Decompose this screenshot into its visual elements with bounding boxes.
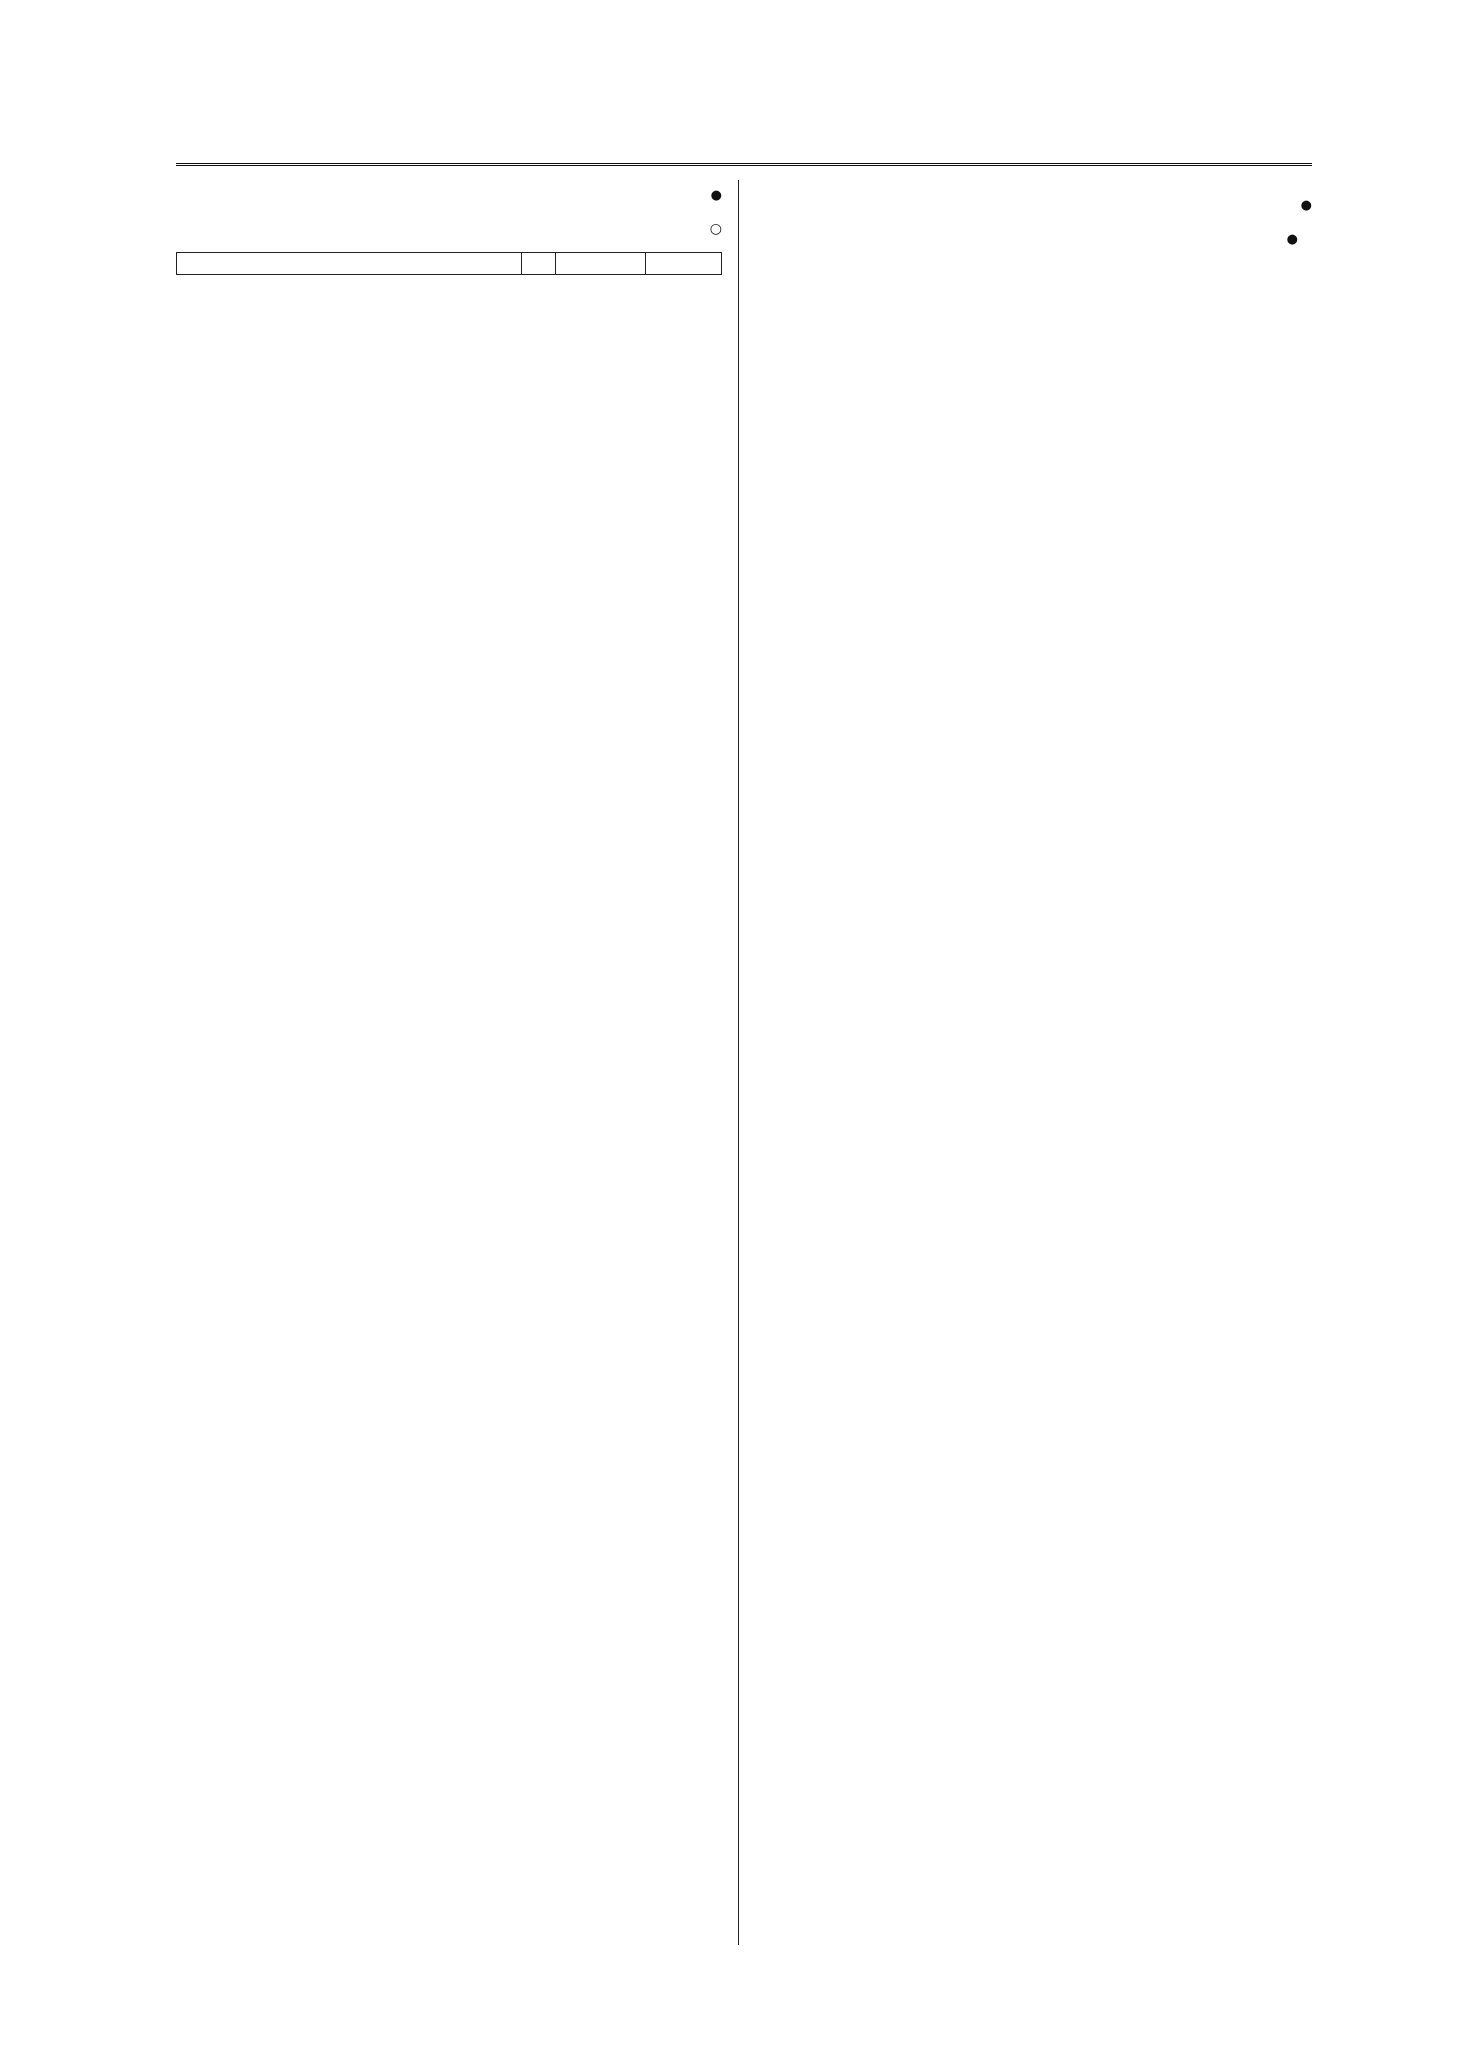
header-rule xyxy=(176,163,1312,166)
col-qualification xyxy=(556,253,646,275)
email-submission-step xyxy=(176,212,722,246)
page-header xyxy=(176,118,1312,158)
left-column xyxy=(176,178,722,275)
col-special-conditions xyxy=(177,253,522,275)
second-method xyxy=(176,178,722,212)
jobs-table-header xyxy=(177,253,722,275)
right-column xyxy=(762,178,1312,256)
col-count xyxy=(522,253,556,275)
column-divider xyxy=(738,180,739,1945)
jobs-table xyxy=(176,252,722,275)
method-first-step xyxy=(762,222,1312,256)
method-text xyxy=(762,188,1312,222)
col-job-title xyxy=(646,253,722,275)
